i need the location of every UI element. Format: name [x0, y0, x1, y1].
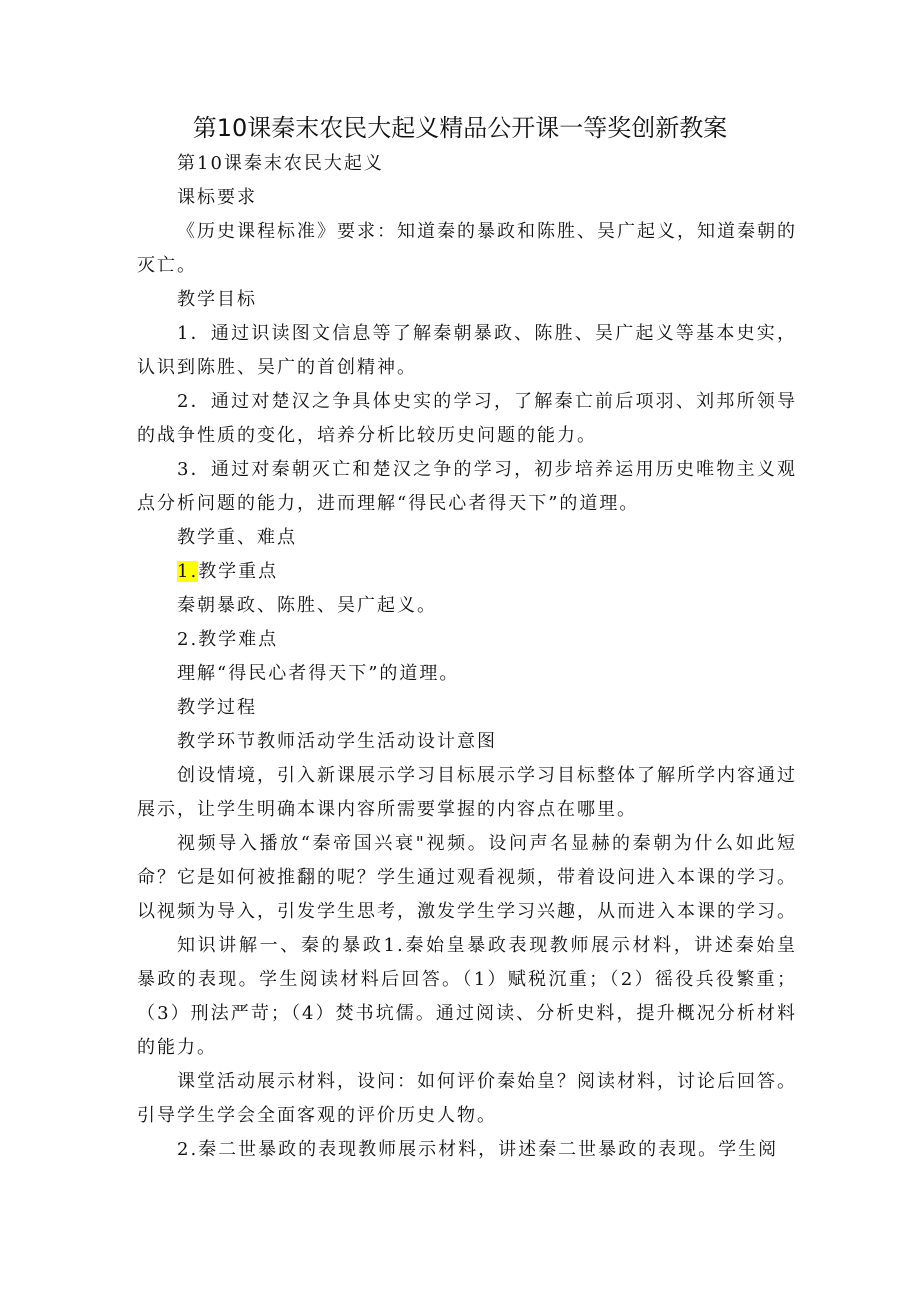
- objective-3: 3．通过对秦朝灭亡和楚汉之争的学习，初步培养运用历史唯物主义观点分析问题的能力，进而理解“得民心者得天下”的道理。: [137, 459, 797, 514]
- process-table-header: 教学环节教师活动学生活动设计意图: [177, 731, 497, 752]
- paragraph-difficulty: 理解“得民心者得天下”的道理。: [177, 663, 460, 684]
- subheading-key-point: [137, 555, 797, 589]
- section-heading-key-points: 教学重、难点: [177, 527, 297, 548]
- process-step-activity: 课堂活动展示材料，设问：如何评价秦始皇？阅读材料，讨论后回答。引导学生学会全面客观的评价历史人物。: [137, 1071, 797, 1126]
- paragraph-key-point: 秦朝暴政、陈胜、吴广起义。: [177, 595, 437, 616]
- objective-2: 2．通过对楚汉之争具体史实的学习，了解秦亡前后项羽、刘邦所领导的战争性质的变化，培养分析比较历史问题的能力。: [137, 391, 797, 446]
- highlight-marker: 1.: [177, 561, 199, 582]
- process-step-intro: 创设情境，引入新课展示学习目标展示学习目标整体了解所学内容通过展示，让学生明确本课内容所需要掌握的内容点在哪里。: [137, 765, 797, 820]
- paragraph-curriculum: 《历史课程标准》要求：知道秦的暴政和陈胜、吴广起义，知道秦朝的灭亡。: [137, 221, 797, 276]
- document-title: 第10课秦末农民大起义精品公开课一等奖创新教案: [192, 114, 728, 142]
- process-step-video: 视频导入播放“秦帝国兴衰"视频。设问声名显赫的秦朝为什么如此短命？它是如何被推翻的呢？学生通过观看视频，带着设问进入本课的学习。以视频为导入，引发学生思考，激发学生学习兴趣，从而进入本课的学习。: [137, 833, 797, 922]
- objective-1: 1．通过识读图文信息等了解秦朝暴政、陈胜、吴广起义等基本史实，认识到陈胜、吴广的首创精神。: [137, 323, 797, 378]
- process-step-qin-ershi: 2.秦二世暴政的表现教师展示材料，讲述秦二世暴政的表现。学生阅: [177, 1139, 779, 1160]
- lesson-heading: 第10课秦末农民大起义: [177, 153, 384, 174]
- document-body: [137, 147, 797, 1167]
- section-heading-process: 教学过程: [177, 697, 257, 718]
- subheading-difficulty: 2.教学难点: [177, 629, 279, 650]
- process-step-knowledge: 知识讲解一、秦的暴政1.秦始皇暴政表现教师展示材料，讲述秦始皇暴政的表现。学生阅读材料后回答。（1）赋税沉重；（2）徭役兵役繁重；（3）刑法严苛；（4）焚书坑儒。通过阅读、分析史料，提升概况分析材料的能力。: [137, 935, 797, 1058]
- subheading-key-point-label: 教学重点: [198, 561, 279, 582]
- section-heading-curriculum: 课标要求: [177, 187, 257, 208]
- section-heading-objectives: 教学目标: [177, 289, 257, 310]
